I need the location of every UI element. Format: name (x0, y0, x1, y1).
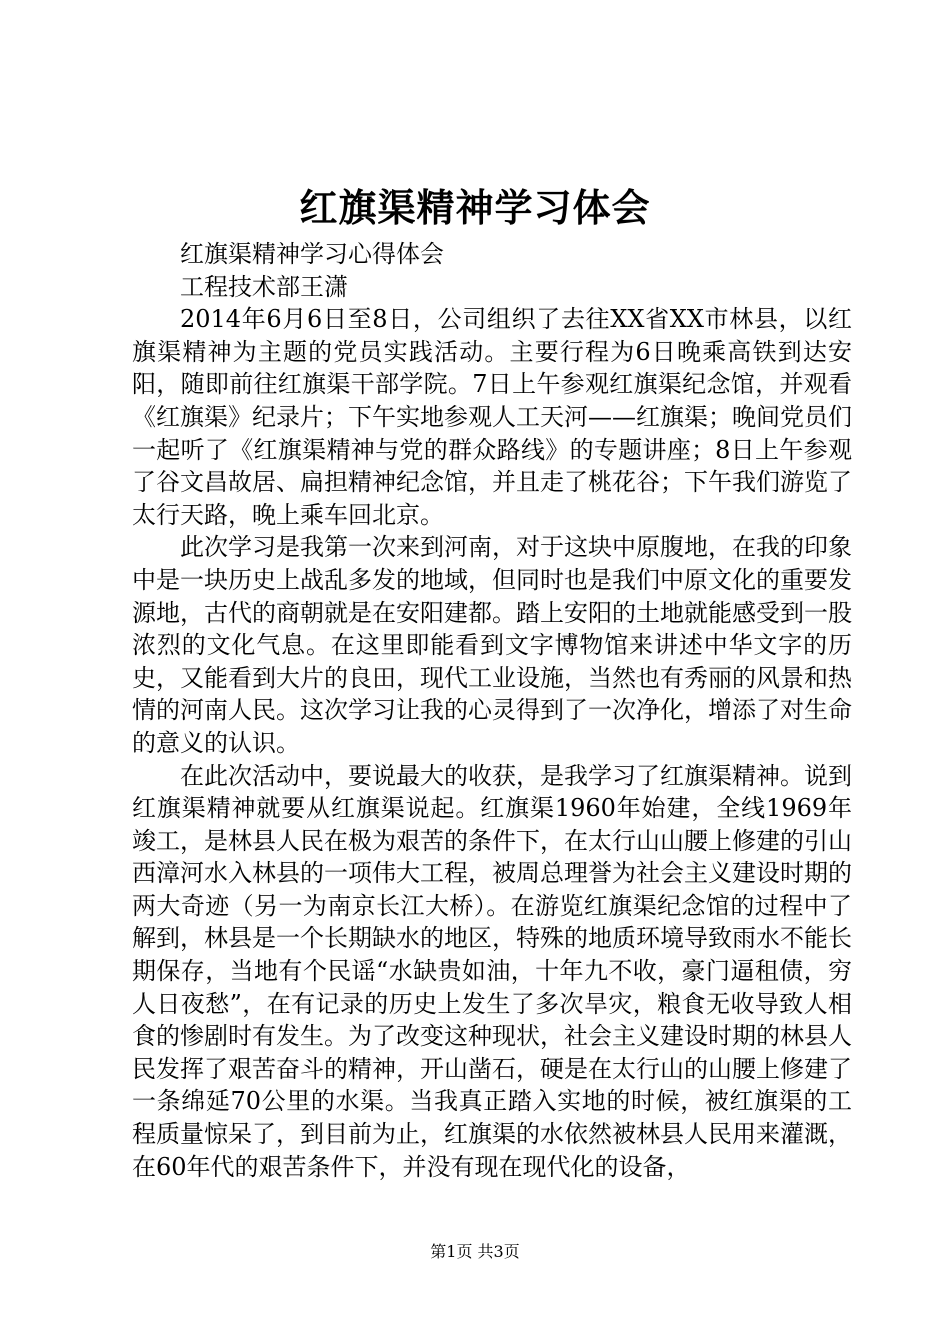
document-body (132, 238, 852, 1183)
body-paragraph: 在此次活动中，要说最大的收获，是我学习了红旗渠精神。说到红旗渠精神就要从红旗渠说起。红旗渠1960年始建，全线1969年竣工，是林县人民在极为艰苦的条件下，在太行山山腰上修建的引山西漳河水入林县的一项伟大工程，被周总理誉为社会主义建设时期的两大奇迹（另一为南京长江大桥）。在游览红旗渠纪念馆的过程中了解到，林县是一个长期缺水的地区，特殊的地质环境导致雨水不能长期保存，当地有个民谣“水缺贵如油，十年九不收，豪门逼租债，穷人日夜愁”，在有记录的历史上发生了多次旱灾，粮食无收导致人相食的惨剧时有发生。为了改变这种现状，社会主义建设时期的林县人民发挥了艰苦奋斗的精神，开山凿石，硬是在太行山的山腰上修建了一条绵延70公里的水渠。当我真正踏入实地的时候，被红旗渠的工程质量惊呆了，到目前为止，红旗渠的水依然被林县人民用来灌溉，在60年代的艰苦条件下，并没有现在现代化的设备， (132, 761, 852, 1181)
author-line: 工程技术部王潇 (180, 272, 348, 301)
body-paragraph: 2014年6月6日至8日，公司组织了去往XX省XX市林县，以红旗渠精神为主题的党员实践活动。主要行程为6日晚乘高铁到达安阳，随即前往红旗渠干部学院。7日上午参观红旗渠纪念馆，并观看《红旗渠》纪录片；下午实地参观人工天河——红旗渠；晚间党员们一起听了《红旗渠精神与党的群众路线》的专题讲座；8日上午参观了谷文昌故居、扁担精神纪念馆，并且走了桃花谷；下午我们游览了太行天路，晚上乘车回北京。 (132, 305, 852, 529)
document-title: 红旗渠精神学习体会 (299, 185, 651, 230)
body-paragraph: 此次学习是我第一次来到河南，对于这块中原腹地，在我的印象中是一块历史上战乱多发的地域，但同时也是我们中原文化的重要发源地，古代的商朝就是在安阳建都。踏上安阳的土地就能感受到一股浓烈的文化气息。在这里即能看到文字博物馆来讲述中华文字的历史，又能看到大片的良田，现代工业设施，当然也有秀丽的风景和热情的河南人民。这次学习让我的心灵得到了一次净化，增添了对生命的意义的认识。 (132, 533, 852, 757)
document-subtitle: 红旗渠精神学习心得体会 (180, 240, 444, 268)
page-number-footer: 第1页 共3页 (430, 1242, 520, 1261)
